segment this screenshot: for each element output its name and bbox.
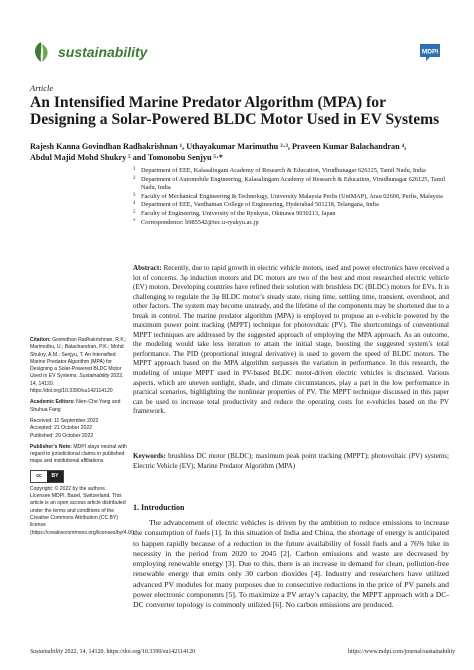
publisher-note-text: MDPI stays neutral with regard to jurisdictional claims in published maps and institutional affiliations. — [30, 443, 127, 465]
affiliation-marker: * — [133, 218, 136, 224]
cc-badge-left: cc — [31, 471, 47, 482]
author-line-1: Rajesh Kanna Govindhan Radhakrishnan ¹, Uthayakumar Marimuthu ²·³, Praveen Kumar Balachandran ⁴, — [30, 142, 407, 151]
publisher-note-label: Publisher’s Note: — [30, 443, 72, 450]
accepted-date: Accepted: 21 October 2022 — [30, 425, 93, 432]
affiliation-marker: 5 — [133, 209, 136, 215]
footer-citation — [30, 649, 195, 655]
copyright-text: Copyright: © 2022 by the authors. Licensee MDPI, Basel, Switzerland. This article is an open access article distributed under the terms and conditions of the Creative Commons Attribution (CC BY) license (https://creativecommons.org/licenses/by/4.0/). — [30, 485, 136, 536]
affiliation-text: Department of EEE, Vardhaman College of Engineering, Hyderabad 501218, Telangana, India — [141, 201, 379, 209]
correspondence-email[interactable]: Correspondence: b985542@tec.u-ryukyu.ac.jp — [141, 218, 259, 226]
affiliation-text: Faculty of Mechanical Engineering & Technology, University Malaysia Perlis (UniMAP), Arau 02600, Perlis, Malaysia — [141, 192, 443, 200]
author-list — [30, 141, 450, 163]
abstract-text: Recently, due to rapid growth in electric vehicle motors, used and power electronics have received a lot of concerns. 3φ induction motors and DC motors are two of the best and most researched electric vehicle (EV) motors. Developing countries have refined their solution with brushless DC (BLDC) motors for EVs. It is challenging to regulate the 3φ BLDC motor’s steady state, rising time, settling time, transient, overshoot, and other factors. The system may become unsteady, and the lifetime of the components may be shortened due to a break in control. The marine predator algorithm (MPA) is employed to propose an e-vehicle powered by the maximum power point tracking (MPPT) technique for photovoltaic (PV). The shortcomings of conventional MPPT techniques are addressed by the suggested approach of employing the MPA approach. As an outcome, the modeling would take less iteration to attain the initial stage, boosting the suggested system’s total performance. The PID (proportional integral derivative) is used to govern the speed of BLDC motors. The MPPT approach based on the MPA algorithm surpasses the variation in performance. In this research, the modeling of unique MPPT used in PV-based BLDC motor-driven electric vehicles is discussed. Various aspects, which are uneven sunlight, shade, and climate circumstances, play a part in the low performance in practical scenarios, highlighting the nonlinear properties of PV. The MPPT technique discussed in this paper can be used to increase total productivity and reduce the operating costs for e-vehicles based on the PV framework. — [133, 264, 449, 416]
abstract-label: Abstract: — [133, 264, 162, 272]
footer-doi[interactable]: 2022, 14, 14120. https://doi.org/10.3390/su142114120 — [64, 649, 196, 655]
editors-label: Academic Editors: — [30, 399, 75, 406]
editors-block — [30, 399, 128, 414]
affiliation-item — [133, 167, 453, 176]
affiliation-text: Faculty of Engineering, University of the Ryukyus, Okinawa 9030213, Japan — [141, 209, 336, 217]
sustainability-leaf-logo-icon — [30, 40, 52, 64]
publisher-note-block — [30, 444, 128, 466]
introduction-paragraph: The advancement of electric vehicles is driven by the ambition to reduce emissions to increase the consumption of fuels [1]. In this situation of India and China, the shortage of energy is anticipated to happen rapidly because of a reduction in the future availability of fossil fuels and a 76% hike in necessity in the period from 2020 to 2045 [2]. Carbon emissions and waste are decreased by employing renewable energy [3]. Due to this, there is an increase in demand for clean, pollution-free renewable energy that emits only 30 carbon dioxides [4]. Industry and researchers have utilized advanced PV modules for many purposes due to consecutive reductions in the price of PV panels and power electronic components [5]. To maximize a PV array’s capacity, the MPPT approach with a DC-DC converter topology is commonly utilized [6]. No carbon emissions are produced. — [133, 518, 449, 609]
footer-journal-url[interactable]: https://www.mdpi.com/journal/sustainability — [348, 649, 456, 655]
editors-text: Nien-Che Yang and Shuhua Fang — [30, 399, 121, 413]
affiliation-text: Department of EEE, Kalasalingam Academy of Research & Education, Virudhunagar 626125, Tamil Nadu, India — [141, 167, 426, 174]
correspondence[interactable] — [133, 219, 453, 228]
affiliation-marker: 2 — [133, 175, 136, 181]
affiliation-item — [133, 201, 453, 210]
journal-name[interactable]: sustainability — [58, 44, 148, 60]
keywords-text: brushless DC motor (BLDC); maximum peak point tracking (MPPT); photovoltaic (PV) systems; Electric Vehicle (EV); Marine Predator Algorithm (MPA) — [133, 452, 449, 470]
affiliation-item — [133, 210, 453, 219]
published-date: Published: 29 October 2022 — [30, 432, 94, 439]
citation-doi[interactable]: 2022, 14, 14120. https://doi.org/10.3390/su142114120 — [30, 373, 124, 395]
affiliation-marker: 3 — [133, 192, 136, 198]
introduction-body — [133, 518, 449, 610]
affiliation-marker: 4 — [133, 201, 136, 207]
keywords-label: Keywords: — [133, 452, 166, 460]
keywords — [133, 452, 449, 471]
cc-by-license-icon[interactable] — [30, 470, 64, 483]
cc-badge-right: BY — [47, 471, 63, 482]
affiliations — [133, 167, 453, 227]
article-title: An Intensified Marine Predator Algorithm (MPA) for Designing a Solar-Powered BLDC Motor Used in EV Systems — [30, 94, 440, 128]
section-heading: 1. Introduction — [133, 503, 185, 512]
footer-journal: Sustainability — [30, 649, 63, 655]
citation-label: Citation: — [30, 337, 51, 343]
citation-text: Govindhan Radhakrishnan, R.K.; Marimuthu, U.; Balachandran, P.K.; Mohd Shukry, A.M.; Senjyu, T. An Intensified Marine Predator Algorithm (MPA) for Designing a Solar-Powered BLDC Motor Used in EV Systems. — [30, 337, 127, 380]
article-sidebar — [30, 337, 136, 541]
mdpi-logo-text: MDPI — [421, 48, 439, 56]
affiliation-marker: 1 — [133, 167, 136, 172]
author-line-2: Abdul Majid Mohd Shukry ⁵ and Tomonobu Senjyu ⁵·* — [30, 153, 223, 162]
affiliation-item — [133, 176, 453, 193]
citation-journal: Sustainability — [79, 373, 110, 380]
citation-block — [30, 337, 128, 395]
copyright-block — [30, 485, 136, 537]
affiliation-text: Department of Automobile Engineering, Kalasalingam Academy of Research & Education, Virudhunagar 626125, Tamil Nadu, India — [141, 175, 446, 192]
abstract — [133, 264, 449, 417]
received-date: Received: 11 September 2022 — [30, 417, 99, 424]
dates-block — [30, 418, 128, 440]
mdpi-logo-icon[interactable] — [416, 40, 444, 64]
affiliation-item — [133, 193, 453, 202]
article-type: Article — [30, 83, 54, 93]
